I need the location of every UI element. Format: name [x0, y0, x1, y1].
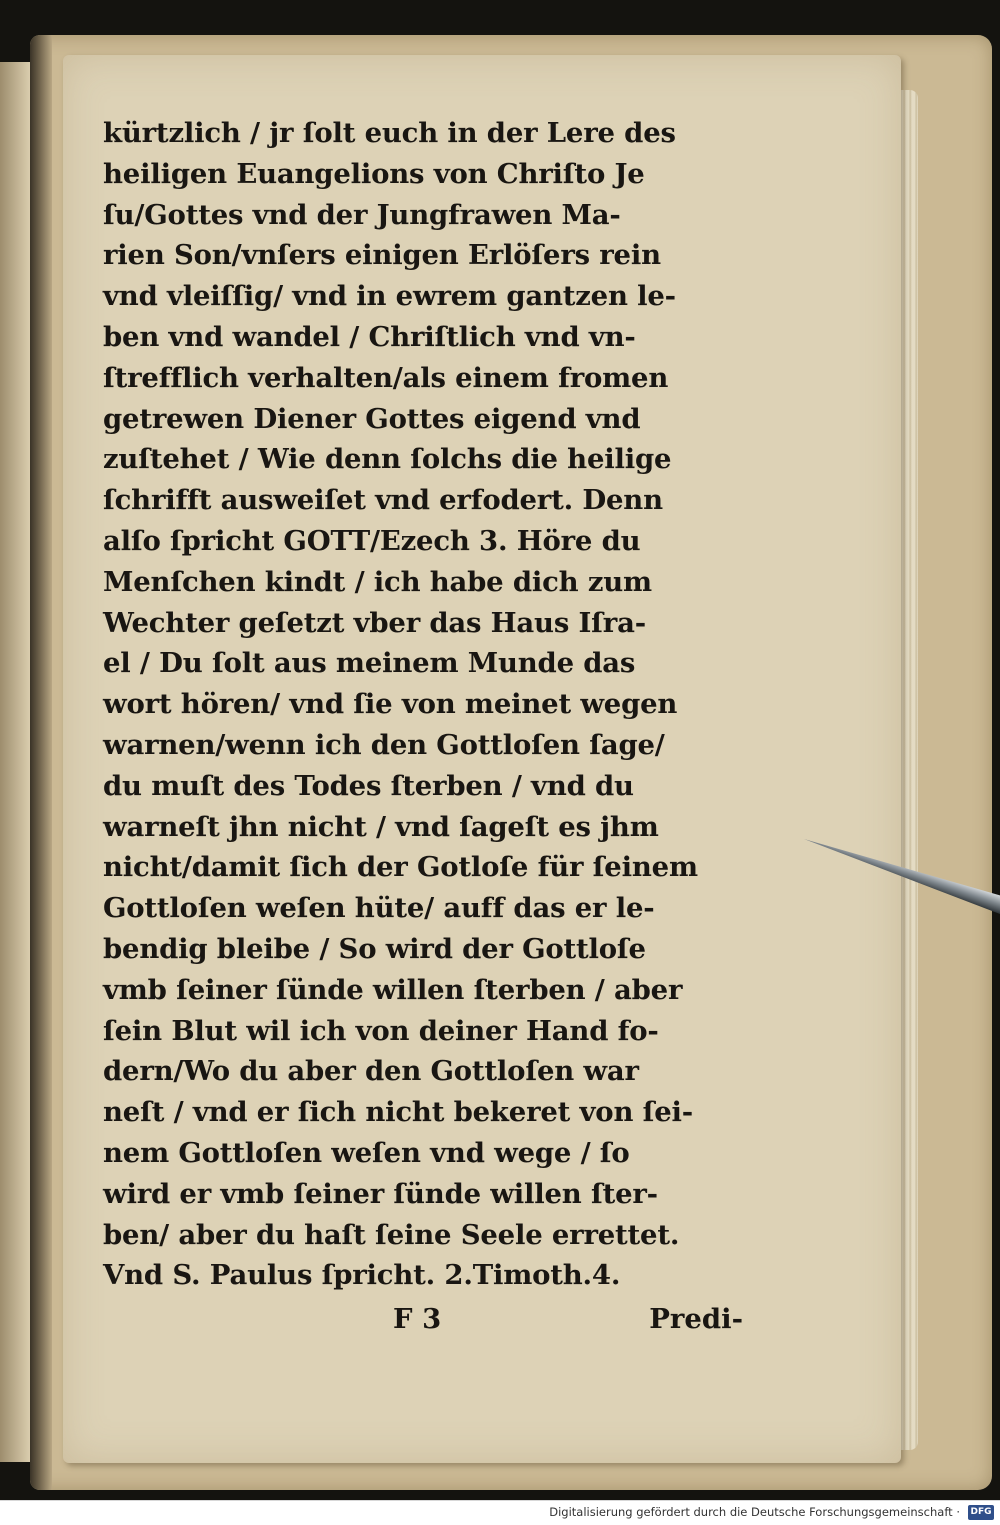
text-line: wird er vmb ſeiner ſünde willen ſter-: [103, 1177, 658, 1210]
text-line: Wechter geſetzt vber das Haus Iſra-: [103, 606, 646, 639]
text-line: ben vnd wandel / Chriſtlich vnd vn-: [103, 320, 636, 353]
text-line: dern/Wo du aber den Gottloſen war: [103, 1055, 639, 1088]
text-line: kürtzlich / jr ſolt euch in der Lere des: [103, 117, 676, 149]
signature-mark: F 3: [393, 1303, 442, 1335]
text-line: rien Son/vnſers einigen Erlöſers rein: [103, 239, 661, 272]
text-line: nicht/damit ſich der Gotloſe für ſeinem: [103, 851, 698, 884]
text-line: warnen/wenn ich den Gottloſen ſage/: [103, 728, 665, 761]
text-line: warneſt jhn nicht / vnd ſageſt es jhm: [103, 810, 659, 843]
catchword: Predi-: [649, 1303, 743, 1335]
page-text: [103, 113, 743, 1296]
text-line: neſt / vnd er ſich nicht bekeret von ſei-: [103, 1096, 694, 1129]
text-line: heiligen Euangelions von Chriſto Je: [103, 157, 645, 190]
text-line: vmb ſeiner ſünde willen ſterben / aber: [103, 973, 683, 1006]
text-line: getrewen Diener Gottes eigend vnd: [103, 402, 641, 435]
credit-bar: [0, 1500, 1000, 1525]
text-line: Vnd S. Paulus ſpricht. 2.Timoth.4.: [103, 1259, 621, 1292]
text-line: el / Du ſolt aus meinem Munde das: [103, 647, 636, 680]
text-line: du muſt des Todes ſterben / vnd du: [103, 769, 634, 802]
text-line: ben/ aber du haſt ſeine Seele errettet.: [103, 1218, 680, 1251]
text-line: alſo ſpricht GOTT/Ezech 3. Höre du: [103, 524, 641, 557]
text-line: wort hören/ vnd ſie von meinet wegen: [103, 688, 678, 721]
text-line: zuſtehet / Wie denn ſolchs die heilige: [103, 443, 672, 476]
funding-credit: Digitalisierung gefördert durch die Deutsche Forschungsgemeinschaft ·: [549, 1505, 960, 1519]
text-line: ſtrefflich verhalten/als einem fromen: [103, 361, 669, 394]
page-footer: [103, 1298, 743, 1340]
text-line: vnd vleiſſig/ vnd in ewrem gantzen le-: [103, 280, 676, 313]
text-line: ſu/Gottes vnd der Jungfrawen Ma-: [103, 198, 621, 231]
book-spine-edge: [30, 35, 52, 1490]
text-line: bendig bleibe / So wird der Gottloſe: [103, 932, 646, 965]
text-line: Menſchen kindt / ich habe dich zum: [103, 565, 652, 598]
dfg-logo: DFG: [968, 1505, 994, 1520]
text-line: Gottloſen weſen hüte/ auff das er le-: [103, 892, 655, 925]
text-line: nem Gottloſen weſen vnd wege / ſo: [103, 1136, 630, 1169]
text-line: ſchrifft ausweiſet vnd erfodert. Denn: [103, 484, 663, 517]
text-line: ſein Blut wil ich von deiner Hand fo-: [103, 1014, 659, 1047]
